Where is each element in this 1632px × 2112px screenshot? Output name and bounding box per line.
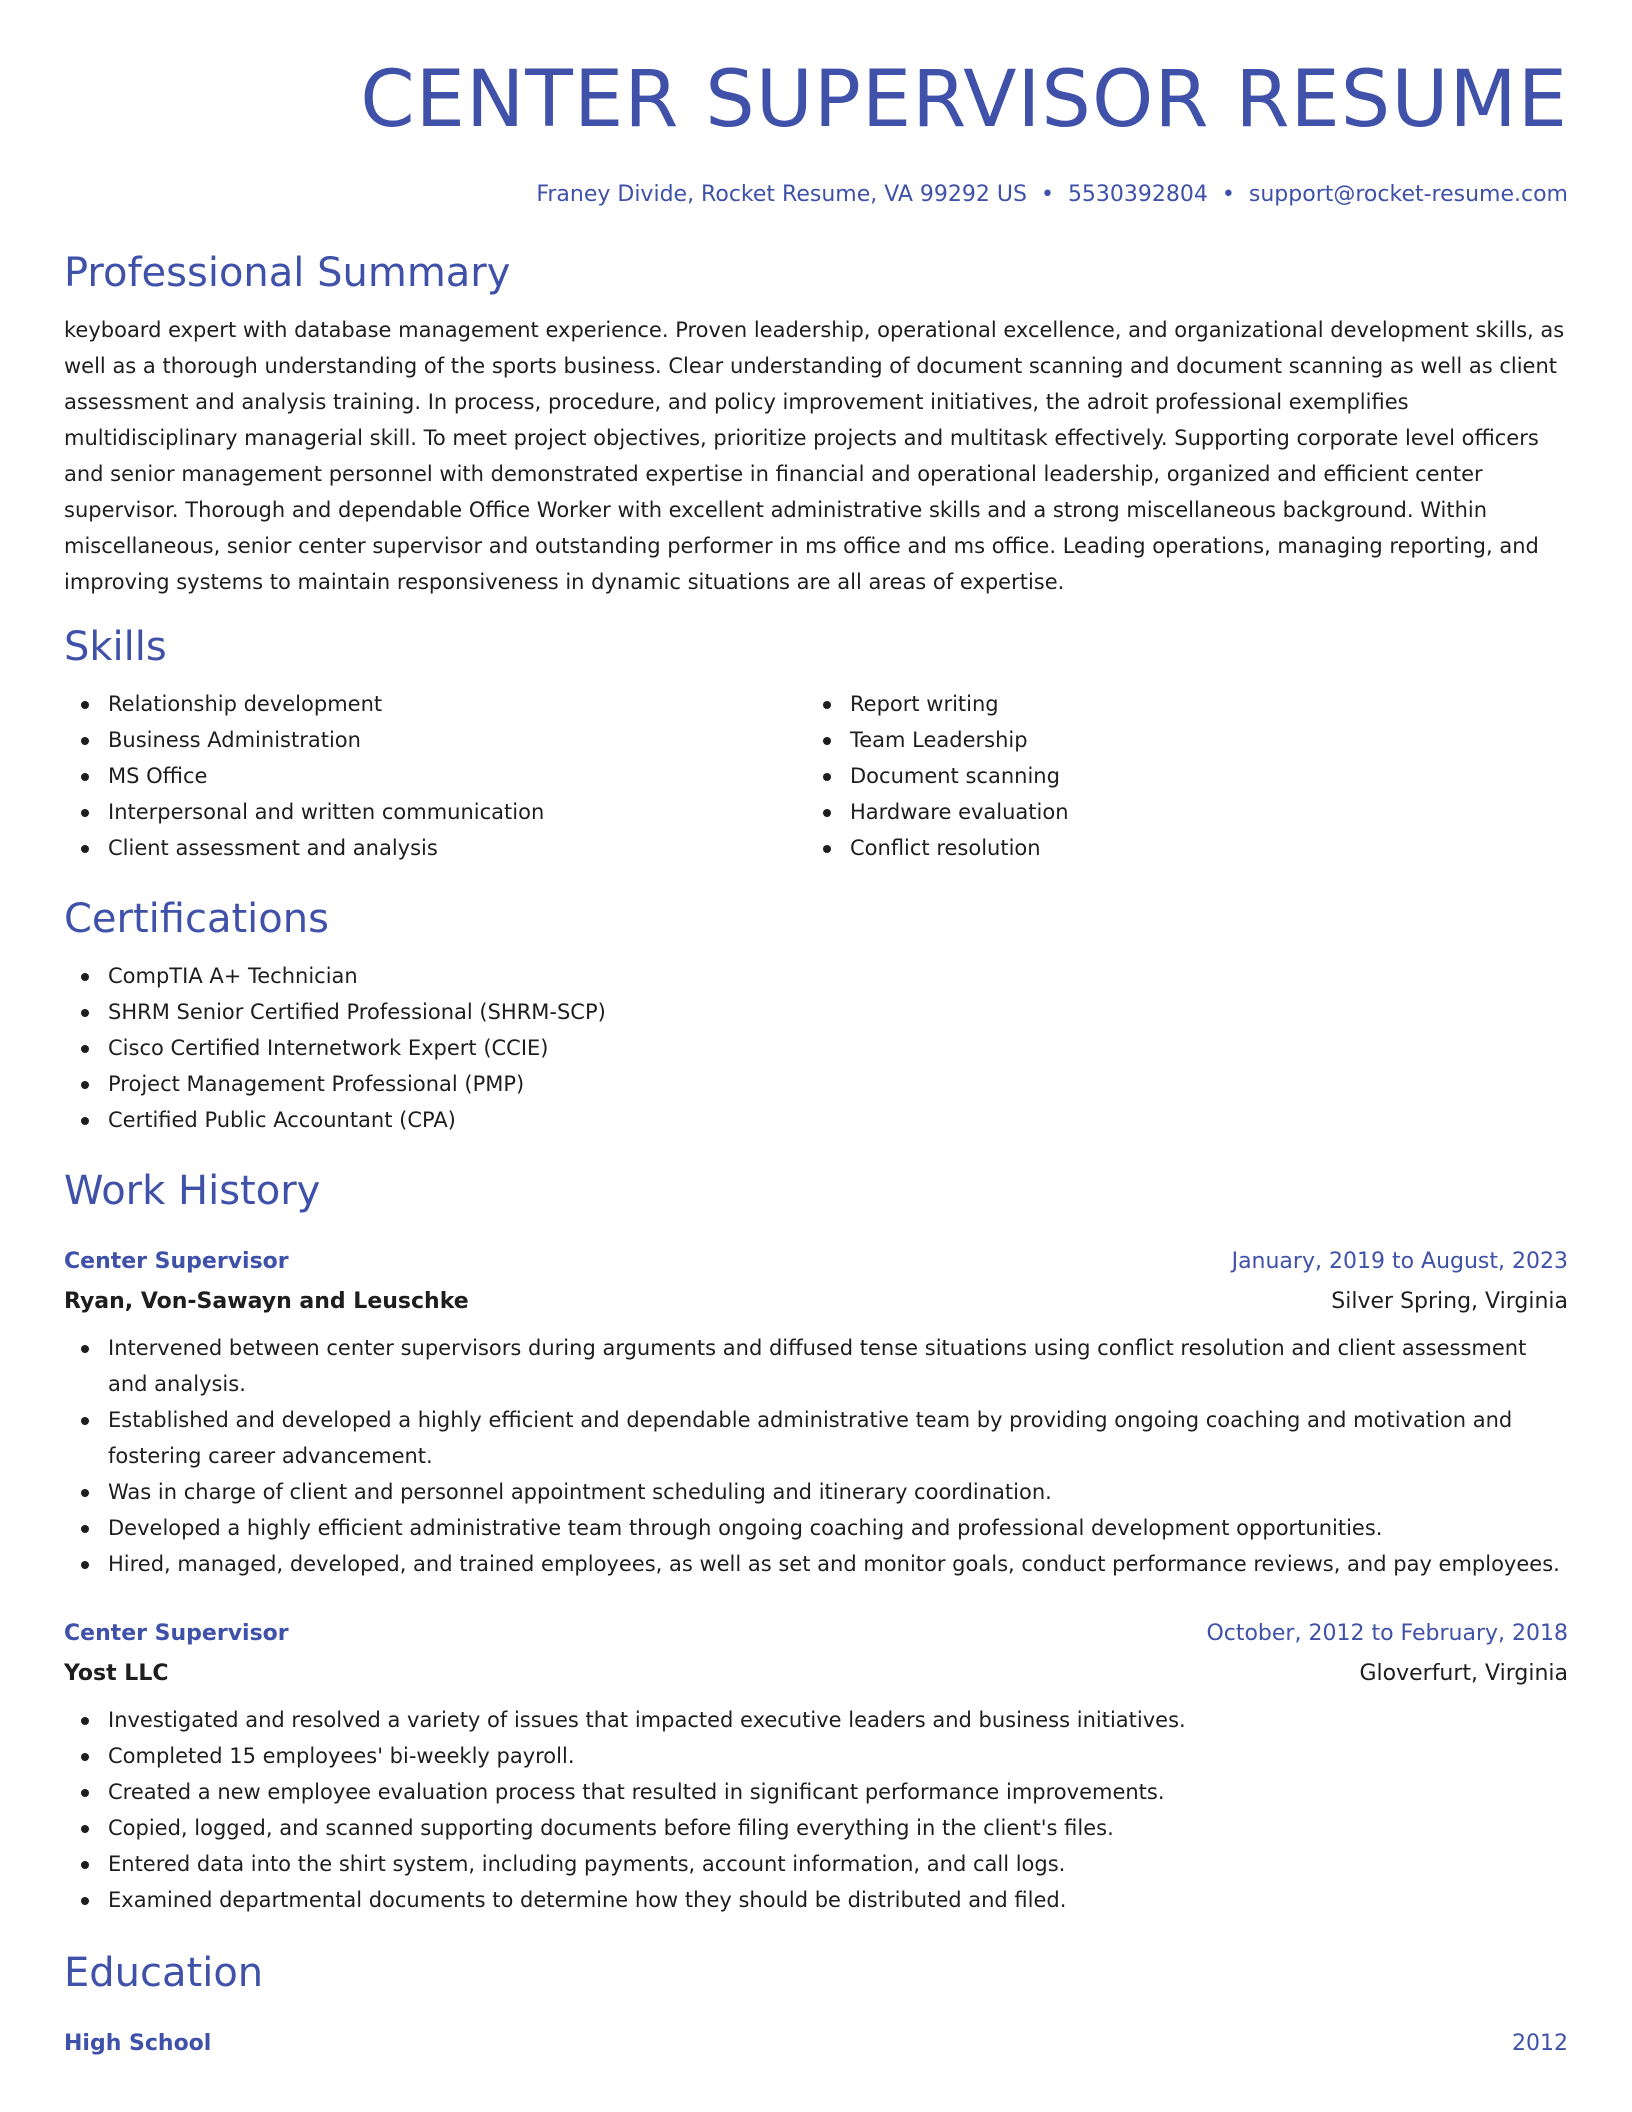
education-section [64, 1948, 1568, 2064]
job-dates: January, 2019 to August, 2023 [1231, 1249, 1568, 1274]
contact-address: Franey Divide, Rocket Resume, VA 99292 US [536, 182, 1027, 207]
contact-phone: 5530392804 [1067, 182, 1208, 207]
contact-email[interactable]: support@rocket-resume.com [1248, 182, 1568, 207]
job-company: Yost LLC [64, 1661, 169, 1686]
certification-item: Project Management Professional (PMP) [64, 1066, 1568, 1102]
skills-list-right [806, 686, 1548, 866]
job-dates: October, 2012 to February, 2018 [1206, 1621, 1568, 1646]
skill-item: Conflict resolution [806, 830, 1548, 866]
certification-item: CompTIA A+ Technician [64, 958, 1568, 994]
education-heading: Education [64, 1950, 264, 1996]
skill-item: Report writing [806, 686, 1548, 722]
skill-item: Document scanning [806, 758, 1548, 794]
job-bullets [64, 1330, 1568, 1582]
skill-item: Relationship development [64, 686, 806, 722]
skills-section [64, 622, 1568, 866]
job-title: Center Supervisor [64, 1621, 289, 1646]
job-company-row [64, 1282, 1568, 1322]
summary-section [64, 248, 1568, 600]
job-bullet: Investigated and resolved a variety of issues that impacted executive leaders and business initiatives. [64, 1702, 1568, 1738]
job-bullet: Completed 15 employees' bi-weekly payroll. [64, 1738, 1568, 1774]
certification-item: SHRM Senior Certified Professional (SHRM-SCP) [64, 994, 1568, 1030]
job-entry [64, 1242, 1568, 1582]
skill-item: MS Office [64, 758, 806, 794]
job-location: Silver Spring, Virginia [1331, 1289, 1568, 1314]
job-company: Ryan, Von-Sawayn and Leuschke [64, 1289, 469, 1314]
job-bullet: Entered data into the shirt system, including payments, account information, and call logs. [64, 1846, 1568, 1882]
job-bullet: Intervened between center supervisors during arguments and diffused tense situations using conflict resolution and client assessment and analysis. [64, 1330, 1568, 1402]
certifications-heading: Certifications [64, 896, 329, 942]
skill-item: Client assessment and analysis [64, 830, 806, 866]
job-bullet: Examined departmental documents to determine how they should be distributed and filed. [64, 1882, 1568, 1918]
skills-grid [64, 686, 1568, 866]
job-title-row [64, 1614, 1568, 1654]
resume-title: CENTER SUPERVISOR RESUME [360, 55, 1568, 145]
education-year: 2012 [1512, 2031, 1568, 2056]
certifications-section [64, 894, 1568, 1138]
job-bullet: Was in charge of client and personnel appointment scheduling and itinerary coordination. [64, 1474, 1568, 1510]
skill-item: Interpersonal and written communication [64, 794, 806, 830]
job-bullet: Hired, managed, developed, and trained employees, as well as set and monitor goals, conduct performance reviews, and pay employees. [64, 1546, 1568, 1582]
skill-item: Team Leadership [806, 722, 1548, 758]
job-bullet: Established and developed a highly efficient and dependable administrative team by providing ongoing coaching and motivation and fostering career advancement. [64, 1402, 1568, 1474]
work-history-section [64, 1166, 1568, 1918]
job-entry [64, 1614, 1568, 1918]
skills-list-left [64, 686, 806, 866]
contact-separator: • [1221, 182, 1235, 207]
job-company-row [64, 1654, 1568, 1694]
job-bullet: Developed a highly efficient administrative team through ongoing coaching and professional development opportunities. [64, 1510, 1568, 1546]
work-history-heading: Work History [64, 1168, 321, 1214]
job-bullet: Created a new employee evaluation process that resulted in significant performance improvements. [64, 1774, 1568, 1810]
education-row [64, 2024, 1568, 2064]
job-location: Gloverfurt, Virginia [1359, 1661, 1568, 1686]
job-title-row [64, 1242, 1568, 1282]
skill-item: Hardware evaluation [806, 794, 1548, 830]
certification-item: Cisco Certified Internetwork Expert (CCIE) [64, 1030, 1568, 1066]
certifications-list [64, 958, 1568, 1138]
summary-heading: Professional Summary [64, 250, 511, 296]
summary-text: keyboard expert with database management experience. Proven leadership, operational excellence, and organizational development skills, as well as a thorough understanding of the sports business. Clear understanding of document scanning and document scanning as well as client assessment and analysis training. In process, procedure, and policy improvement initiatives, the adroit professional exemplifies multidisciplinary managerial skill. To meet project objectives, prioritize projects and multitask effectively. Supporting corporate level officers and senior management personnel with demonstrated expertise in financial and operational leadership, organized and efficient center supervisor. Thorough and dependable Office Worker with excellent administrative skills and a strong miscellaneous background. Within miscellaneous, senior center supervisor and outstanding performer in ms office and ms office. Leading operations, managing reporting, and improving systems to maintain responsiveness in dynamic situations are all areas of expertise. [64, 318, 1565, 594]
contact-separator: • [1040, 182, 1054, 207]
job-title: Center Supervisor [64, 1249, 289, 1274]
certification-item: Certified Public Accountant (CPA) [64, 1102, 1568, 1138]
skill-item: Business Administration [64, 722, 806, 758]
job-bullets [64, 1702, 1568, 1918]
education-degree: High School [64, 2031, 212, 2056]
job-bullet: Copied, logged, and scanned supporting documents before filing everything in the client's files. [64, 1810, 1568, 1846]
skills-heading: Skills [64, 624, 167, 670]
contact-line [64, 180, 1568, 210]
